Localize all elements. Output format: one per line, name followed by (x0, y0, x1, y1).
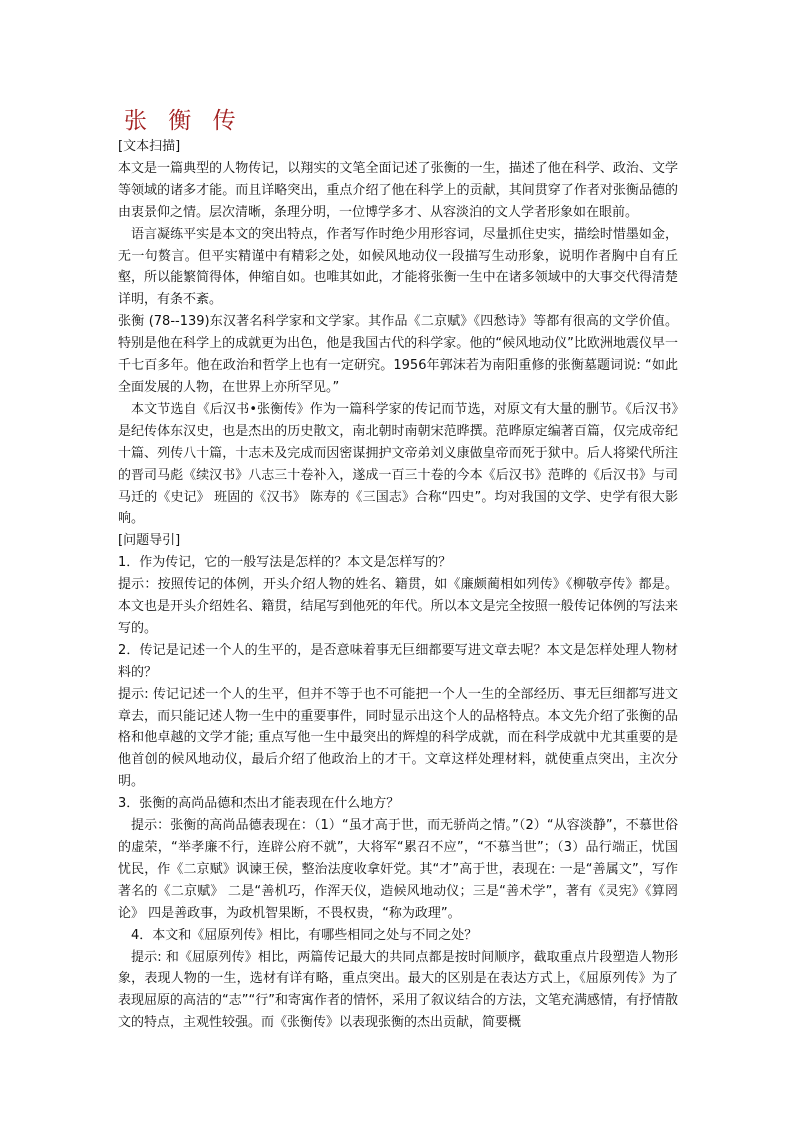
question-1: 1．作为传记，它的一般写法是怎样的？本文是怎样写的？ (118, 555, 452, 571)
answer-4: 提示: 和《屈原列传》相比，两篇传记最大的共同点都是按时间顺序，截取重点片段塑造人物形象，表现人物的一生，选材有详有略，重点突出。最大的区别是在表达方式上，《屈原列传》为了表现屈原的高洁的“志”“行”和寄寓作者的情怀，采用了叙议结合的方法，文笔充满感情，有抒情散文的特点，主观性较强。而《张衡传》以表现张衡的杰出贡献，简要概 (118, 949, 678, 1031)
section-header-text-scan: [文本扫描] (118, 139, 181, 154)
question-4: 4．本文和《屈原列传》相比，有哪些相同之处与不同之处？ (131, 927, 478, 943)
answer-3: 提示：张衡的高尚品德表现在：（1）“虽才高于世，而无骄尚之情。”（2）“从容淡静”，不慕世俗的虚荣，“举孝廉不行，连辟公府不就”，大将军“累召不应”，“不慕当世”；（3）品行端正，忧国忧民，作《二京赋》讽谏王侯，整治法度收拿奸党。其“才”高于世，表现在: 一是“善属文”，写作著名的《二京赋》 二是“善机巧，作浑天仪，造候风地动仪；三是“善术学”，著有《灵宪》《算罔论》 四是善政事，为政机智果断，不畏权贵，“称为政理”。 (118, 818, 678, 921)
answer-2: 提示: 传记记述一个人的生平，但并不等于也不可能把一个人一生的全部经历、事无巨细都写进文章去，而只能记述人物一生中的重要事件，同时显示出这个人的品格特点。本文先介绍了张衡的品格和他卓越的文学才能; 重点写他一生中最突出的辉煌的科学成就，而在科学成就中尤其重要的是他首创的候风地动仪，最后介绍了他政治上的才干。文章这样处理材料，就使重点突出，主次分明。 (118, 686, 678, 790)
paragraph-scan-1: 本文是一篇典型的人物传记，以翔实的文笔全面记述了张衡的一生，描述了他在科学、政治、文学等领域的诸多才能。而且详略突出，重点介绍了他在科学上的贡献，其间贯穿了作者对张衡品德的由衷景仰之情。层次清晰，条理分明，一位博学多才、从容淡泊的文人学者形象如在眼前。 (118, 160, 678, 220)
question-3: 3．张衡的高尚品德和杰出才能表现在什么地方？ (118, 796, 400, 812)
paragraph-scan-2: 语言凝练平实是本文的突出特点，作者写作时绝少用形容词，尽量抓住史实，描绘时惜墨如金，无一句赘言。但平实精谨中有精彩之处，如候风地动仪一段描写生动形象，说明作者胸中自有丘壑，所以能繁简得体，伸缩自如。也唯其如此，才能将张衡一生中在诸多领域中的大事交代得清楚详明，有条不紊。 (118, 226, 678, 308)
question-2: 2．传记是记述一个人的生平的，是否意味着事无巨细都要写进文章去呢？本文是怎样处理人物材料的？ (118, 642, 678, 680)
page-title: 张 衡 传 (124, 108, 243, 134)
document-body (118, 136, 678, 1034)
paragraph-author: 张衡 (78--139)东汉著名科学家和文学家。其作品《二京赋》《四愁诗》等都有很高的文学价值。特别是他在科学上的成就更为出色，他是我国古代的科学家。他的“候风地动仪”比欧洲地震仪早一千七百多年。他在政治和哲学上也有一定研究。1956年郭沫若为南阳重修的张衡墓题词说: “如此全面发展的人物，在世界上亦所罕见。” (118, 314, 678, 395)
answer-1: 提示：按照传记的体例，开头介绍人物的姓名、籍贯，如《廉颇蔺相如列传》《柳敬亭传》都是。本文也是开头介绍姓名、籍贯，结尾写到他死的年代。所以本文是完全按照一般传记体例的写法来写的。 (118, 577, 678, 636)
section-header-question-guide: [问题导引] (118, 533, 181, 549)
paragraph-source: 本文节选自《后汉书•张衡传》作为一篇科学家的传记而节选，对原文有大量的删节。《后汉书》是纪传体东汉史，也是杰出的历史散文，南北朝时南朝宋范晔撰。范晔原定编著百篇，仅完成帝纪十篇、列传八十篇，十志未及完成而因密谋拥护文帝弟刘义康做皇帝而死于狱中。后人将梁代所注的晋司马彪《续汉书》八志三十卷补入，遂成一百三十卷的今本《后汉书》范晔的《后汉书》与司马迁的《史记》 班固的《汉书》 陈寿的《三国志》合称“四史”。均对我国的文学、史学有很大影响。 (118, 401, 678, 527)
